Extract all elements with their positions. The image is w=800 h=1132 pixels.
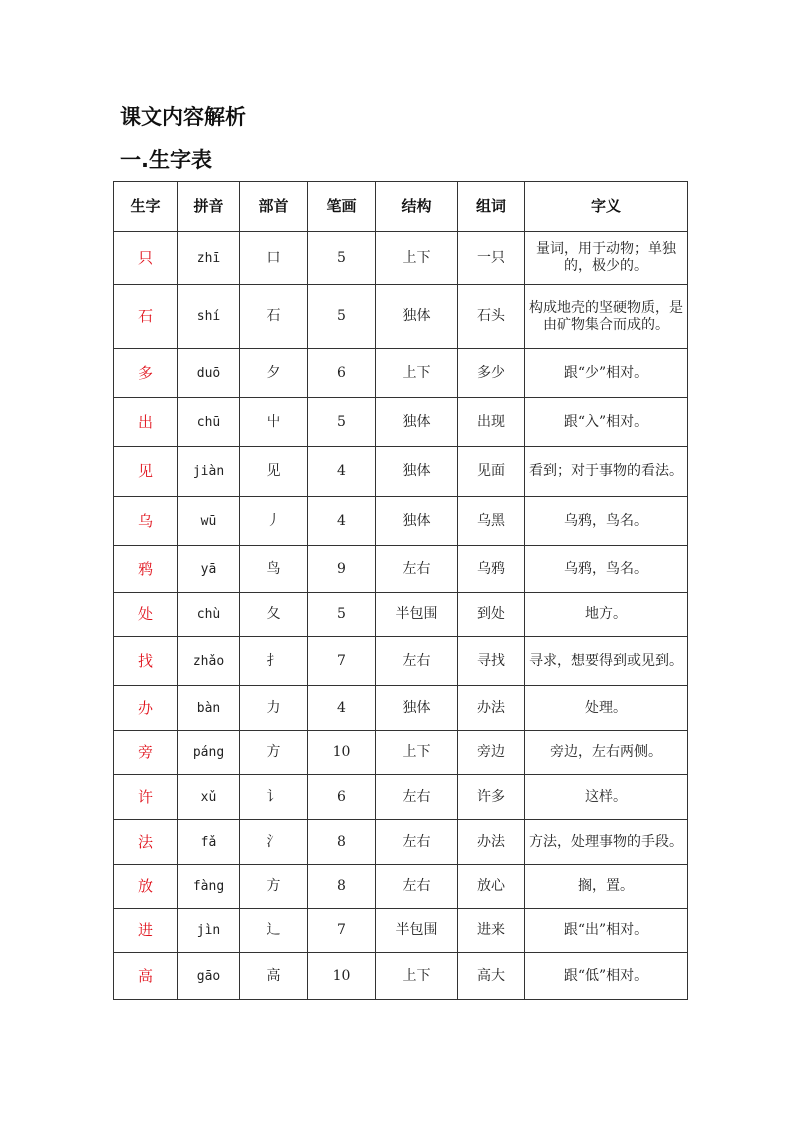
cell-strokes: 7 <box>308 637 376 686</box>
cell-word: 多少 <box>458 349 525 398</box>
cell-char: 石 <box>114 285 178 349</box>
table-row <box>114 686 688 731</box>
cell-radical: 夕 <box>240 349 308 398</box>
cell-structure: 独体 <box>376 497 458 546</box>
cell-word: 许多 <box>458 775 525 820</box>
cell-meaning: 跟“少”相对。 <box>525 349 688 398</box>
cell-structure: 左右 <box>376 637 458 686</box>
table-row <box>114 285 688 349</box>
table-row <box>114 349 688 398</box>
cell-pinyin: yā <box>178 546 240 593</box>
cell-char: 出 <box>114 398 178 447</box>
cell-radical: 力 <box>240 686 308 731</box>
cell-word: 旁边 <box>458 731 525 775</box>
cell-structure: 左右 <box>376 820 458 865</box>
cell-pinyin: fàng <box>178 865 240 909</box>
cell-structure: 半包围 <box>376 909 458 953</box>
cell-structure: 独体 <box>376 285 458 349</box>
cell-pinyin: chù <box>178 593 240 637</box>
cell-pinyin: wū <box>178 497 240 546</box>
cell-strokes: 6 <box>308 349 376 398</box>
cell-structure: 上下 <box>376 953 458 1000</box>
cell-pinyin: gāo <box>178 953 240 1000</box>
cell-char: 办 <box>114 686 178 731</box>
cell-meaning: 寻求，想要得到或见到。 <box>525 637 688 686</box>
table-row <box>114 731 688 775</box>
cell-word: 乌鸦 <box>458 546 525 593</box>
cell-strokes: 5 <box>308 232 376 285</box>
cell-word: 寻找 <box>458 637 525 686</box>
cell-pinyin: zhī <box>178 232 240 285</box>
cell-word: 一只 <box>458 232 525 285</box>
cell-structure: 独体 <box>376 686 458 731</box>
cell-word: 出现 <box>458 398 525 447</box>
section-title: 一.生字表 <box>120 148 212 172</box>
cell-pinyin: páng <box>178 731 240 775</box>
cell-char: 处 <box>114 593 178 637</box>
header-pinyin: 拼音 <box>178 182 240 232</box>
header-char: 生字 <box>114 182 178 232</box>
cell-radical: 高 <box>240 953 308 1000</box>
table-row <box>114 909 688 953</box>
cell-pinyin: shí <box>178 285 240 349</box>
cell-radical: 方 <box>240 865 308 909</box>
table-row <box>114 820 688 865</box>
cell-structure: 独体 <box>376 398 458 447</box>
cell-structure: 上下 <box>376 731 458 775</box>
cell-meaning: 跟“低”相对。 <box>525 953 688 1000</box>
cell-meaning: 处理。 <box>525 686 688 731</box>
cell-word: 到处 <box>458 593 525 637</box>
cell-char: 见 <box>114 447 178 497</box>
cell-char: 乌 <box>114 497 178 546</box>
cell-structure: 半包围 <box>376 593 458 637</box>
table-row <box>114 865 688 909</box>
table-row <box>114 775 688 820</box>
table-row <box>114 546 688 593</box>
cell-strokes: 4 <box>308 497 376 546</box>
cell-char: 法 <box>114 820 178 865</box>
cell-pinyin: xǔ <box>178 775 240 820</box>
table-row <box>114 447 688 497</box>
cell-radical: 讠 <box>240 775 308 820</box>
header-meaning: 字义 <box>525 182 688 232</box>
cell-char: 高 <box>114 953 178 1000</box>
cell-strokes: 4 <box>308 686 376 731</box>
vocabulary-table <box>113 181 688 1000</box>
cell-radical: 屮 <box>240 398 308 447</box>
cell-strokes: 10 <box>308 731 376 775</box>
table-header-row <box>114 182 688 232</box>
table-row <box>114 398 688 447</box>
cell-strokes: 8 <box>308 865 376 909</box>
cell-pinyin: jìn <box>178 909 240 953</box>
cell-structure: 上下 <box>376 232 458 285</box>
cell-meaning: 量词，用于动物；单独的，极少的。 <box>525 232 688 285</box>
cell-word: 进来 <box>458 909 525 953</box>
header-structure: 结构 <box>376 182 458 232</box>
header-strokes: 笔画 <box>308 182 376 232</box>
cell-strokes: 4 <box>308 447 376 497</box>
cell-radical: 扌 <box>240 637 308 686</box>
cell-radical: 方 <box>240 731 308 775</box>
table-row <box>114 593 688 637</box>
cell-char: 放 <box>114 865 178 909</box>
cell-radical: 夂 <box>240 593 308 637</box>
cell-meaning: 跟“入”相对。 <box>525 398 688 447</box>
cell-radical: 氵 <box>240 820 308 865</box>
cell-word: 放心 <box>458 865 525 909</box>
cell-word: 办法 <box>458 820 525 865</box>
cell-char: 多 <box>114 349 178 398</box>
cell-pinyin: chū <box>178 398 240 447</box>
cell-word: 见面 <box>458 447 525 497</box>
cell-meaning: 构成地壳的坚硬物质，是由矿物集合而成的。 <box>525 285 688 349</box>
cell-radical: 口 <box>240 232 308 285</box>
cell-word: 乌黑 <box>458 497 525 546</box>
table-row <box>114 637 688 686</box>
cell-char: 进 <box>114 909 178 953</box>
table-row <box>114 232 688 285</box>
cell-meaning: 乌鸦，鸟名。 <box>525 546 688 593</box>
cell-strokes: 7 <box>308 909 376 953</box>
cell-radical: 见 <box>240 447 308 497</box>
header-radical: 部首 <box>240 182 308 232</box>
cell-meaning: 地方。 <box>525 593 688 637</box>
cell-structure: 独体 <box>376 447 458 497</box>
cell-radical: 鸟 <box>240 546 308 593</box>
cell-strokes: 8 <box>308 820 376 865</box>
cell-structure: 左右 <box>376 546 458 593</box>
table-row <box>114 497 688 546</box>
cell-pinyin: duō <box>178 349 240 398</box>
cell-strokes: 5 <box>308 593 376 637</box>
cell-char: 只 <box>114 232 178 285</box>
cell-pinyin: bàn <box>178 686 240 731</box>
cell-char: 许 <box>114 775 178 820</box>
cell-structure: 左右 <box>376 865 458 909</box>
cell-char: 鸦 <box>114 546 178 593</box>
cell-strokes: 6 <box>308 775 376 820</box>
cell-pinyin: zhǎo <box>178 637 240 686</box>
document-title: 课文内容解析 <box>120 105 246 129</box>
cell-meaning: 跟“出”相对。 <box>525 909 688 953</box>
cell-meaning: 搁，置。 <box>525 865 688 909</box>
cell-word: 高大 <box>458 953 525 1000</box>
cell-meaning: 这样。 <box>525 775 688 820</box>
cell-pinyin: jiàn <box>178 447 240 497</box>
table-row <box>114 953 688 1000</box>
cell-meaning: 旁边，左右两侧。 <box>525 731 688 775</box>
cell-strokes: 5 <box>308 398 376 447</box>
cell-radical: 辶 <box>240 909 308 953</box>
cell-radical: 丿 <box>240 497 308 546</box>
cell-structure: 上下 <box>376 349 458 398</box>
cell-char: 旁 <box>114 731 178 775</box>
cell-char: 找 <box>114 637 178 686</box>
cell-meaning: 乌鸦，鸟名。 <box>525 497 688 546</box>
cell-strokes: 5 <box>308 285 376 349</box>
header-word: 组词 <box>458 182 525 232</box>
cell-pinyin: fǎ <box>178 820 240 865</box>
table-body <box>114 232 688 1000</box>
cell-meaning: 看到；对于事物的看法。 <box>525 447 688 497</box>
cell-word: 办法 <box>458 686 525 731</box>
cell-structure: 左右 <box>376 775 458 820</box>
cell-radical: 石 <box>240 285 308 349</box>
cell-strokes: 10 <box>308 953 376 1000</box>
cell-meaning: 方法，处理事物的手段。 <box>525 820 688 865</box>
cell-word: 石头 <box>458 285 525 349</box>
cell-strokes: 9 <box>308 546 376 593</box>
